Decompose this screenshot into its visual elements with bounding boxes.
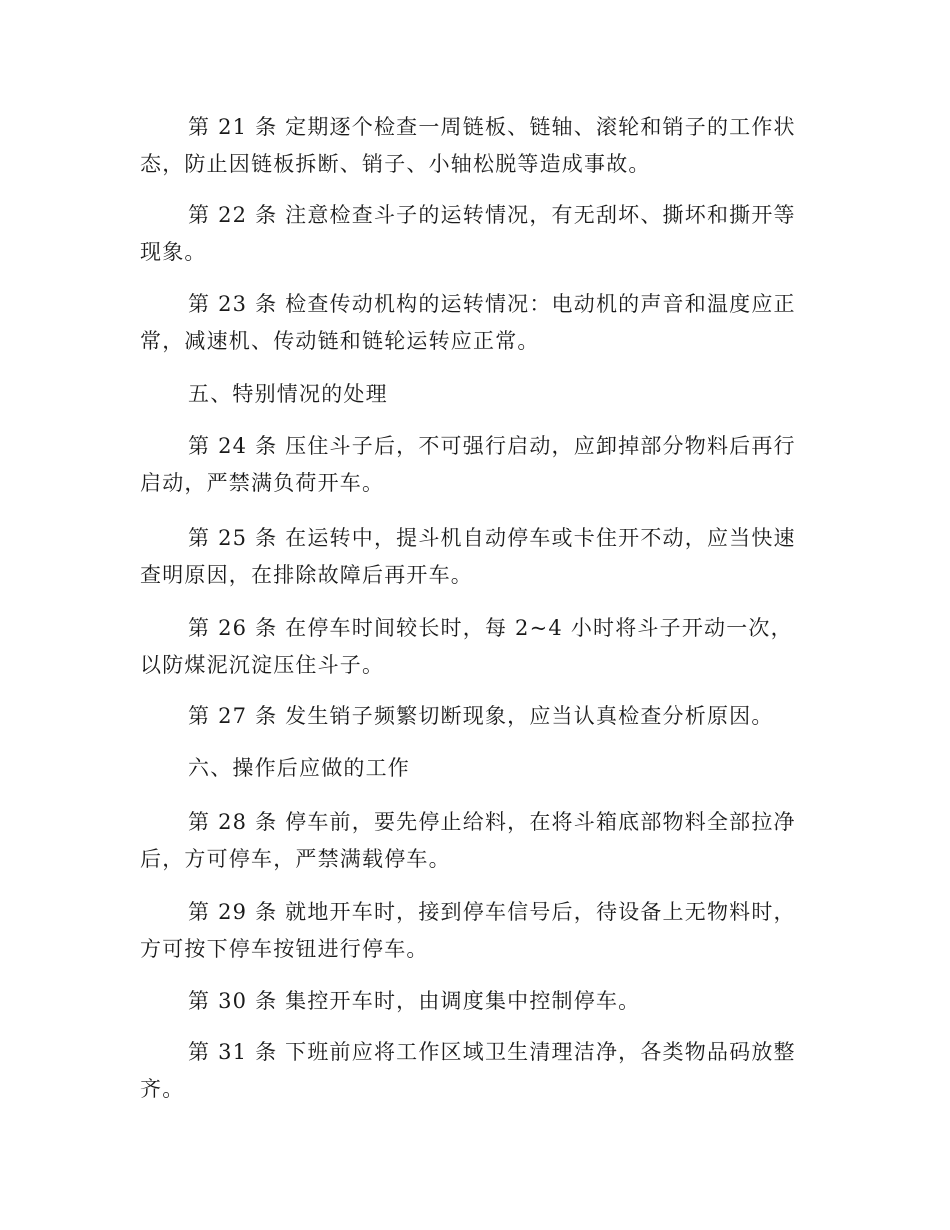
article-25: 第 25 条 在运转中，提斗机自动停车或卡住开不动，应当快速查明原因，在排除故障后再开车。 [140, 526, 796, 587]
article-29: 第 29 条 就地开车时，接到停车信号后，待设备上无物料时，方可按下停车按钮进行停车。 [140, 900, 796, 961]
article-28: 第 28 条 停车前，要先停止给料，在将斗箱底部物料全部拉净后，方可停车，严禁满载停车。 [140, 810, 796, 871]
article-26: 第 26 条 在停车时间较长时，每 2~4 小时将斗子开动一次，以防煤泥沉淀压住斗子。 [140, 616, 793, 677]
article-30: 第 30 条 集控开车时，由调度集中控制停车。 [188, 989, 641, 1013]
section-heading-6: 六、操作后应做的工作 [188, 756, 410, 780]
article-22: 第 22 条 注意检查斗子的运转情况，有无刮坏、撕坏和撕开等现象。 [140, 203, 796, 264]
article-27: 第 27 条 发生销子频繁切断现象，应当认真检查分析原因。 [188, 704, 774, 728]
article-31: 第 31 条 下班前应将工作区域卫生清理洁净，各类物品码放整齐。 [140, 1040, 796, 1101]
section-heading-5: 五、特别情况的处理 [188, 382, 388, 406]
article-24: 第 24 条 压住斗子后，不可强行启动，应卸掉部分物料后再行启动，严禁满负荷开车。 [140, 434, 796, 495]
article-23: 第 23 条 检查传动机构的运转情况：电动机的声音和温度应正常，减速机、传动链和链轮运转应正常。 [140, 292, 796, 353]
article-21: 第 21 条 定期逐个检查一周链板、链轴、滚轮和销子的工作状态，防止因链板拆断、销子、小轴松脱等造成事故。 [140, 115, 796, 176]
